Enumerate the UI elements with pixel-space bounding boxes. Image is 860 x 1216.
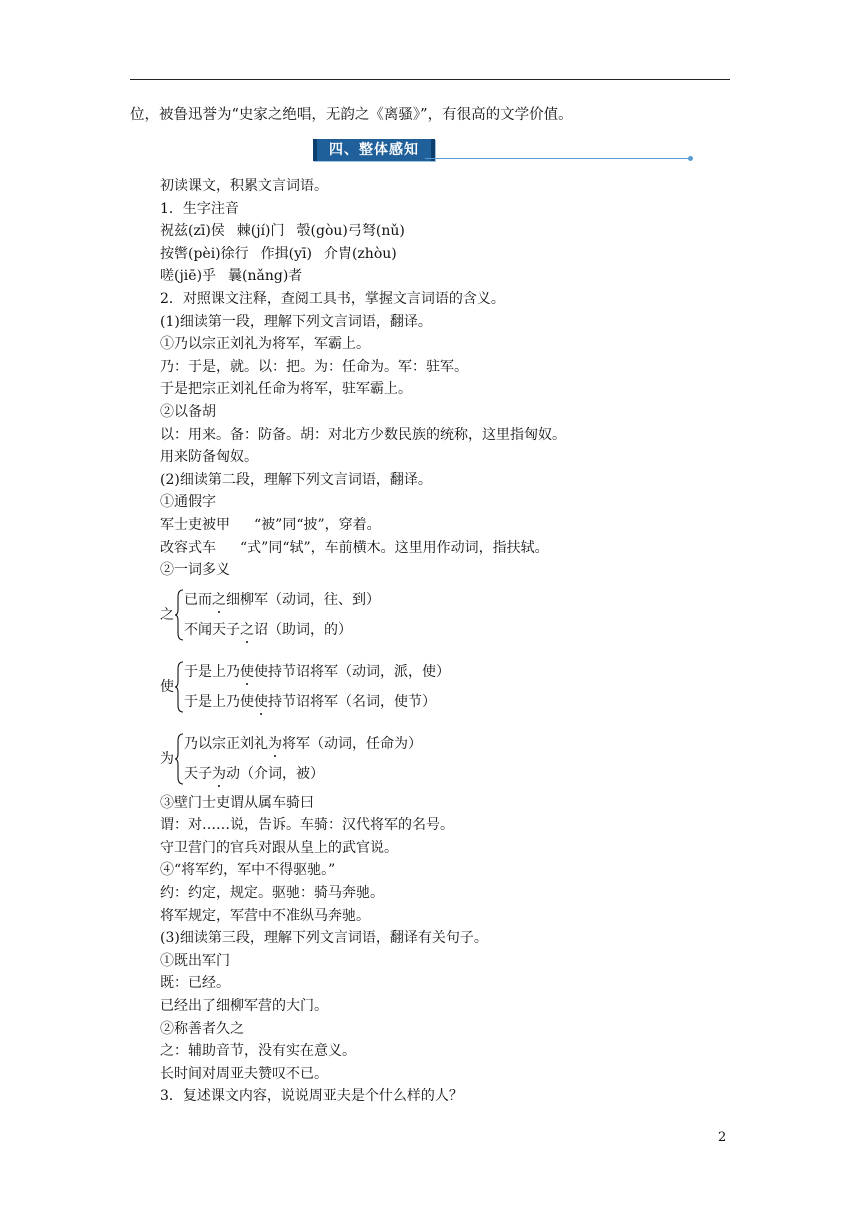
- page-number: 2: [718, 1130, 727, 1145]
- text-line: 乃：于是，就。以：把。为：任命为。军：驻军。: [160, 358, 468, 375]
- polysemy-example: 于是上乃使使持节诏将军（名词，使节）: [184, 687, 450, 717]
- pronunciation-row: [160, 220, 760, 243]
- section-underline: [425, 158, 691, 159]
- brace-icon: [174, 733, 184, 785]
- tongjia-note: “式”同“轼”，车前横木。这里用作动词，指扶轼。: [240, 539, 549, 556]
- text-line: ②一词多义: [160, 562, 230, 579]
- text-line: ①通假字: [160, 494, 216, 511]
- text-line: 于是把宗正刘礼任命为将军，驻军霸上。: [160, 381, 412, 398]
- section-header: [313, 138, 435, 162]
- text-line: 用来防备匈奴。: [160, 449, 258, 466]
- header-rule: [130, 79, 730, 80]
- brace-icon: [174, 589, 184, 641]
- text-line: (1)细读第一段，理解下列文言词语，翻译。: [160, 313, 432, 330]
- text-line: 3．复述课文内容，说说周亚夫是个什么样的人？: [160, 1088, 463, 1105]
- polysemy-example: 天子为动（介词，被）: [184, 759, 422, 789]
- pronunciation-item: 棘(jí)门: [236, 223, 285, 240]
- text-line: 之：辅助音节，没有实在意义。: [160, 1043, 356, 1060]
- polysemy-example: 不闻天子之诏（助词，的）: [184, 615, 380, 645]
- section-dot-icon: [688, 156, 693, 161]
- pronunciation-item: 按辔(pèi)徐行: [160, 245, 249, 262]
- pronunciation-row: [160, 265, 760, 288]
- polysemy-example: 已而之细柳军（动词，往、到）: [184, 585, 380, 615]
- text-line: ①既出军门: [160, 952, 230, 969]
- text-line: 2．对照课文注释，查阅工具书，掌握文言词语的含义。: [160, 290, 505, 307]
- text-line: (3)细读第三段，理解下列文言词语，翻译有关句子。: [160, 930, 488, 947]
- text-line: 既：已经。: [160, 975, 230, 992]
- intro-paragraph: 位，被鲁迅誉为“史家之绝唱，无韵之《离骚》”，有很高的文学价值。: [130, 107, 573, 123]
- pronunciation-item: 曩(nǎng)者: [228, 268, 303, 285]
- text-line: 将军规定，军营中不准纵马奔驰。: [160, 907, 370, 924]
- text-line: 谓：对……说，告诉。车骑：汉代将军的名号。: [160, 817, 454, 834]
- pronunciation-item: 彀(gòu)弓弩(nǔ): [296, 223, 405, 240]
- polysemy-key: 使: [160, 678, 174, 695]
- text-line: 初读课文，积累文言词语。: [160, 178, 328, 194]
- text-line: (2)细读第二段，理解下列文言词语，翻译。: [160, 471, 432, 488]
- tongjia-phrase: 军士吏被甲: [160, 516, 230, 533]
- text-line: ②以备胡: [160, 403, 216, 420]
- tongjia-row: [160, 514, 760, 537]
- text-line: ②称善者久之: [160, 1020, 244, 1037]
- section-title: 四、整体感知: [313, 139, 435, 161]
- brace-icon: [174, 661, 184, 713]
- polysemy-example: 乃以宗正刘礼为将军（动词，任命为）: [184, 729, 422, 759]
- text-line: 长时间对周亚夫赞叹不已。: [160, 1065, 328, 1082]
- text-line: 已经出了细柳军营的大门。: [160, 998, 328, 1015]
- main-content: [160, 175, 760, 1108]
- pronunciation-item: 祝兹(zī)侯: [160, 223, 225, 240]
- polysemy-group: [160, 585, 760, 645]
- pronunciation-row: [160, 243, 760, 266]
- polysemy-group: [160, 729, 760, 789]
- text-line: ①乃以宗正刘礼为将军，军霸上。: [160, 336, 370, 353]
- text-line: 守卫营门的官兵对跟从皇上的武官说。: [160, 839, 398, 856]
- text-line: ④“将军约，军中不得驱驰。”: [160, 862, 336, 879]
- text-line: ③壁门士吏谓从属车骑曰: [160, 794, 314, 811]
- pronunciation-item: 作揖(yī): [260, 245, 312, 262]
- polysemy-group: [160, 657, 760, 717]
- text-line: 约：约定，规定。驱驰：骑马奔驰。: [160, 885, 384, 902]
- tongjia-phrase: 改容式车: [160, 539, 216, 556]
- text-line: 以：用来。备：防备。胡：对北方少数民族的统称，这里指匈奴。: [160, 426, 566, 443]
- polysemy-key: 之: [160, 606, 174, 623]
- tongjia-note: “被”同“披”，穿着。: [254, 516, 381, 533]
- tongjia-row: [160, 537, 760, 560]
- pronunciation-item: 嗟(jiē)乎: [160, 268, 217, 285]
- polysemy-key: 为: [160, 750, 174, 767]
- text-line: 1．生字注音: [160, 200, 239, 217]
- pronunciation-item: 介胄(zhòu): [323, 245, 397, 262]
- polysemy-example: 于是上乃使使持节诏将军（动词，派，使）: [184, 657, 450, 687]
